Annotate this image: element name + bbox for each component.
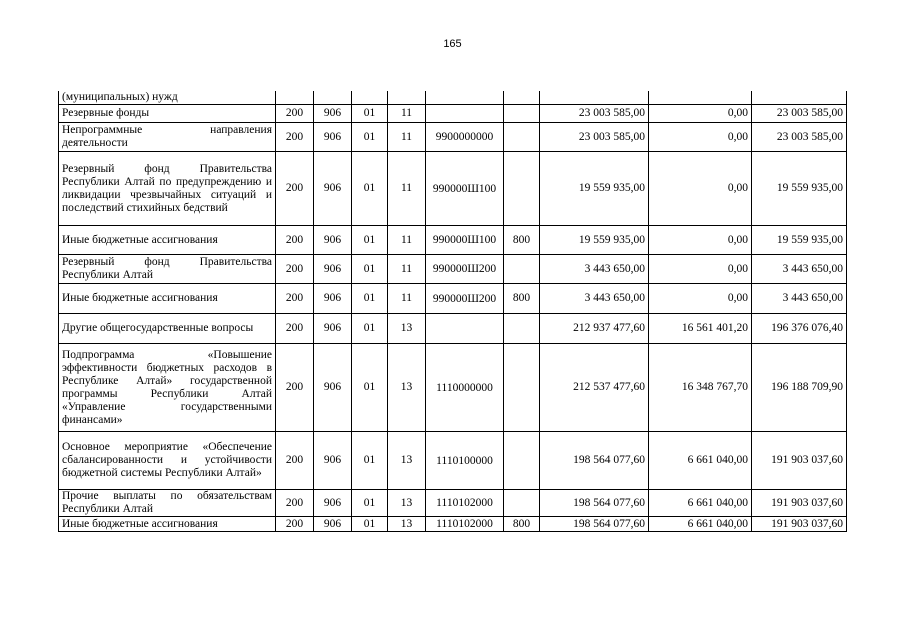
cell-pr: 13: [388, 490, 426, 517]
cell-sum-3: 3 443 650,00: [752, 255, 847, 284]
cell-csr: 990000Ш100: [426, 226, 504, 255]
cell-ved: 906: [314, 152, 352, 226]
table-row: [59, 105, 847, 123]
cell-sum-3: [752, 91, 847, 105]
cell-name: Иные бюджетные ассигнования: [59, 284, 276, 314]
cell-sum-3: 196 376 076,40: [752, 314, 847, 344]
cell-sum-2: 6 661 040,00: [649, 490, 752, 517]
cell-sum-1: 198 564 077,60: [540, 432, 649, 490]
cell-sum-3: 191 903 037,60: [752, 432, 847, 490]
budget-table: [58, 91, 847, 532]
table-row: [59, 284, 847, 314]
cell-sum-3: 3 443 650,00: [752, 284, 847, 314]
cell-rz: 01: [352, 314, 388, 344]
cell-ved: 906: [314, 490, 352, 517]
cell-pr: 11: [388, 284, 426, 314]
cell-gr: 200: [276, 152, 314, 226]
cell-ved: 906: [314, 284, 352, 314]
cell-ved: 906: [314, 432, 352, 490]
cell-csr: 1110100000: [426, 432, 504, 490]
cell-csr: 1110102000: [426, 517, 504, 532]
cell-sum-1: 19 559 935,00: [540, 226, 649, 255]
cell-name: Иные бюджетные ассигнования: [59, 226, 276, 255]
cell-vr: [504, 432, 540, 490]
cell-sum-3: 191 903 037,60: [752, 490, 847, 517]
cell-name: (муниципальных) нужд: [59, 91, 276, 105]
table-row: [59, 490, 847, 517]
cell-gr: 200: [276, 432, 314, 490]
cell-pr: 11: [388, 255, 426, 284]
cell-sum-1: 23 003 585,00: [540, 105, 649, 123]
cell-gr: 200: [276, 314, 314, 344]
cell-csr: [426, 314, 504, 344]
cell-csr: 9900000000: [426, 123, 504, 152]
cell-gr: 200: [276, 490, 314, 517]
cell-vr: [504, 91, 540, 105]
cell-sum-2: 0,00: [649, 123, 752, 152]
cell-pr: 11: [388, 105, 426, 123]
cell-pr: 11: [388, 152, 426, 226]
cell-ved: 906: [314, 517, 352, 532]
page-number: 165: [443, 38, 462, 50]
cell-ved: 906: [314, 123, 352, 152]
cell-sum-1: 198 564 077,60: [540, 490, 649, 517]
cell-sum-2: 0,00: [649, 255, 752, 284]
cell-csr: 1110000000: [426, 344, 504, 432]
cell-sum-2: 0,00: [649, 105, 752, 123]
cell-sum-3: 196 188 709,90: [752, 344, 847, 432]
cell-sum-1: 198 564 077,60: [540, 517, 649, 532]
cell-sum-2: 16 561 401,20: [649, 314, 752, 344]
cell-vr: 800: [504, 517, 540, 532]
cell-gr: [276, 91, 314, 105]
cell-ved: 906: [314, 344, 352, 432]
table-body: [59, 91, 847, 532]
cell-sum-3: 23 003 585,00: [752, 105, 847, 123]
table-row: [59, 432, 847, 490]
cell-rz: 01: [352, 105, 388, 123]
cell-vr: [504, 314, 540, 344]
cell-sum-1: 212 537 477,60: [540, 344, 649, 432]
table-row: [59, 517, 847, 532]
cell-vr: 800: [504, 226, 540, 255]
cell-gr: 200: [276, 284, 314, 314]
cell-vr: [504, 344, 540, 432]
cell-gr: 200: [276, 255, 314, 284]
cell-pr: 13: [388, 344, 426, 432]
cell-sum-1: [540, 91, 649, 105]
cell-sum-2: 6 661 040,00: [649, 517, 752, 532]
cell-ved: 906: [314, 255, 352, 284]
cell-sum-2: 0,00: [649, 152, 752, 226]
cell-csr: [426, 91, 504, 105]
cell-sum-1: 19 559 935,00: [540, 152, 649, 226]
cell-sum-1: 3 443 650,00: [540, 255, 649, 284]
cell-gr: 200: [276, 517, 314, 532]
cell-vr: [504, 255, 540, 284]
cell-rz: [352, 91, 388, 105]
cell-name: Другие общегосударственные вопросы: [59, 314, 276, 344]
table-row: [59, 314, 847, 344]
cell-rz: 01: [352, 152, 388, 226]
cell-csr: 990000Ш200: [426, 284, 504, 314]
table-row: [59, 91, 847, 105]
cell-sum-2: 0,00: [649, 284, 752, 314]
cell-name: Резервный фонд Правительства Республики Алтай: [59, 255, 276, 284]
cell-name: Непрограммные направления деятельности: [59, 123, 276, 152]
cell-rz: 01: [352, 432, 388, 490]
cell-vr: [504, 123, 540, 152]
cell-name: Основное мероприятие «Обеспечение сбалансированности и устойчивости бюджетной системы Республики Алтай»: [59, 432, 276, 490]
cell-csr: 990000Ш100: [426, 152, 504, 226]
cell-vr: [504, 105, 540, 123]
cell-rz: 01: [352, 226, 388, 255]
cell-vr: 800: [504, 284, 540, 314]
cell-rz: 01: [352, 284, 388, 314]
table-row: [59, 344, 847, 432]
cell-sum-3: 19 559 935,00: [752, 226, 847, 255]
cell-name: Иные бюджетные ассигнования: [59, 517, 276, 532]
cell-sum-1: 23 003 585,00: [540, 123, 649, 152]
cell-name: Резервный фонд Правительства Республики Алтай по предупреждению и ликвидации чрезвычайных ситуаций и последствий стихийных бедствий: [59, 152, 276, 226]
cell-pr: [388, 91, 426, 105]
cell-sum-1: 212 937 477,60: [540, 314, 649, 344]
cell-sum-2: 16 348 767,70: [649, 344, 752, 432]
cell-name: Подпрограмма «Повышение эффективности бюджетных расходов в Республике Алтай» государственной программы Республики Алтай «Управление государственными финансами»: [59, 344, 276, 432]
cell-name: Прочие выплаты по обязательствам Республики Алтай: [59, 490, 276, 517]
cell-pr: 13: [388, 517, 426, 532]
cell-sum-2: 0,00: [649, 226, 752, 255]
table-row: [59, 152, 847, 226]
cell-sum-2: 6 661 040,00: [649, 432, 752, 490]
cell-pr: 13: [388, 432, 426, 490]
cell-csr: [426, 105, 504, 123]
cell-csr: 1110102000: [426, 490, 504, 517]
cell-sum-3: 191 903 037,60: [752, 517, 847, 532]
cell-pr: 11: [388, 226, 426, 255]
cell-ved: 906: [314, 226, 352, 255]
cell-ved: 906: [314, 314, 352, 344]
cell-name: Резервные фонды: [59, 105, 276, 123]
cell-gr: 200: [276, 344, 314, 432]
table-row: [59, 255, 847, 284]
cell-ved: 906: [314, 105, 352, 123]
cell-rz: 01: [352, 490, 388, 517]
cell-gr: 200: [276, 123, 314, 152]
cell-pr: 11: [388, 123, 426, 152]
cell-gr: 200: [276, 226, 314, 255]
cell-rz: 01: [352, 123, 388, 152]
cell-vr: [504, 152, 540, 226]
table-row: [59, 226, 847, 255]
cell-rz: 01: [352, 344, 388, 432]
table-row: [59, 123, 847, 152]
cell-sum-3: 19 559 935,00: [752, 152, 847, 226]
cell-rz: 01: [352, 255, 388, 284]
cell-gr: 200: [276, 105, 314, 123]
cell-sum-2: [649, 91, 752, 105]
cell-ved: [314, 91, 352, 105]
cell-sum-3: 23 003 585,00: [752, 123, 847, 152]
cell-sum-1: 3 443 650,00: [540, 284, 649, 314]
cell-vr: [504, 490, 540, 517]
cell-pr: 13: [388, 314, 426, 344]
cell-csr: 990000Ш200: [426, 255, 504, 284]
cell-rz: 01: [352, 517, 388, 532]
